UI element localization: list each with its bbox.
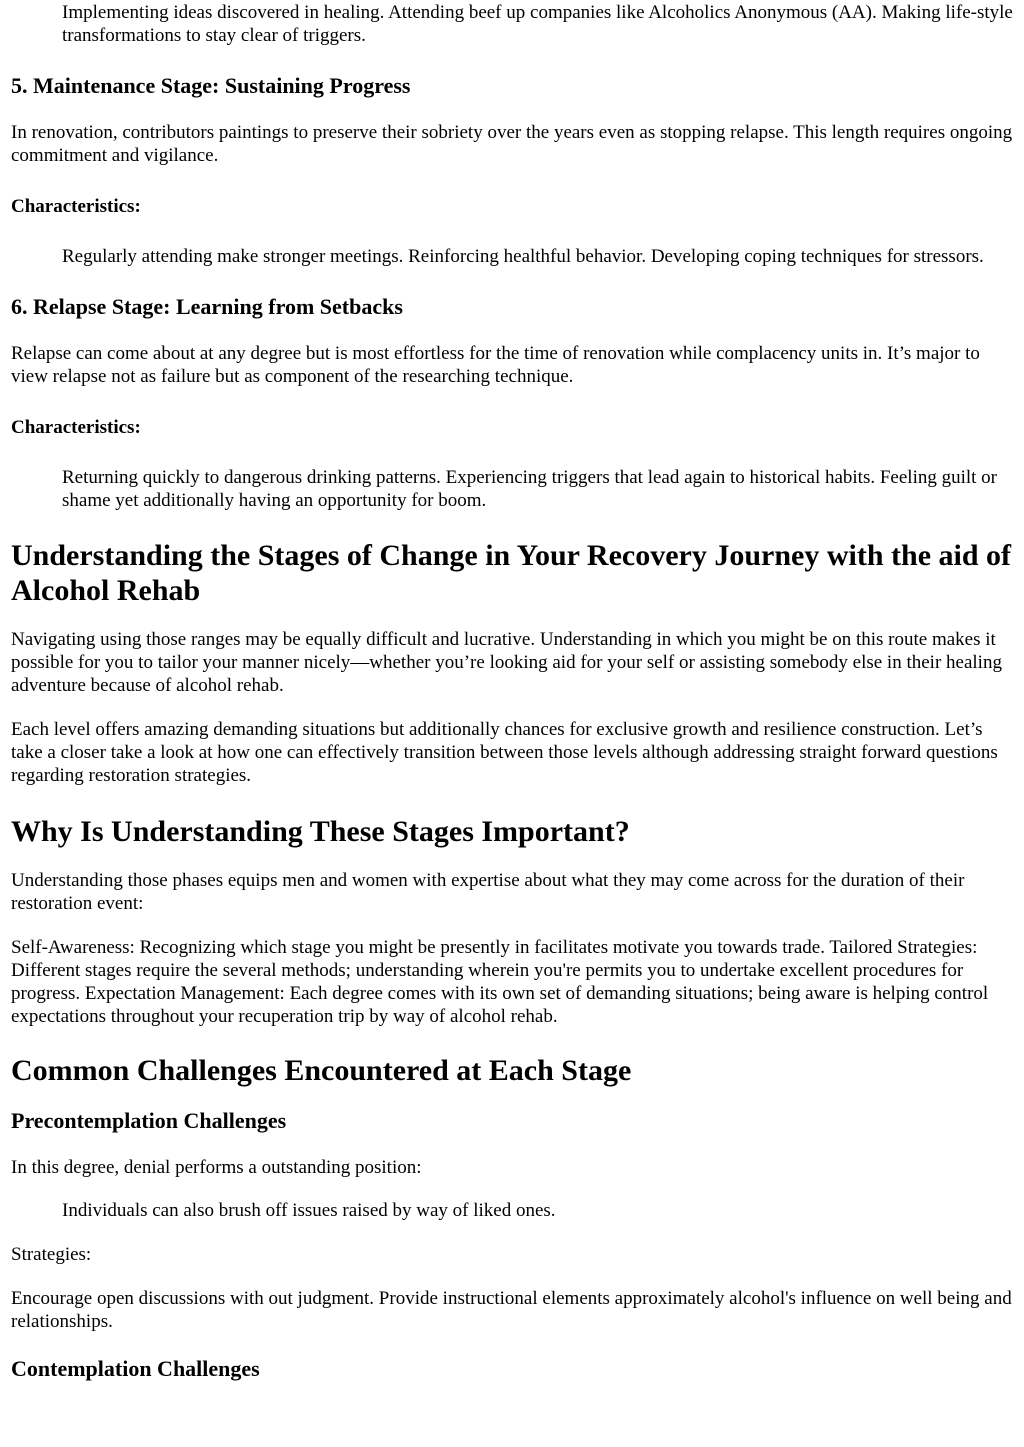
why-heading: Why Is Understanding These Stages Important? xyxy=(11,815,630,848)
maintenance-characteristics-label: Characteristics: xyxy=(11,196,141,217)
contemplation-heading: Contemplation Challenges xyxy=(11,1356,260,1381)
why-para-1: Understanding those phases equips men and women with expertise about what they may come across for the duration of their restoration event: xyxy=(11,870,965,914)
maintenance-heading: 5. Maintenance Stage: Sustaining Progress xyxy=(11,73,411,98)
action-stage-characteristics: Implementing ideas discovered in healing. Attending beef up companies like Alcoholics Anonymous (AA). Making life-style transformations to stay clear of triggers. xyxy=(62,2,1013,46)
precontemplation-item: Individuals can also brush off issues raised by way of liked ones. xyxy=(62,1200,556,1221)
understanding-para-2: Each level offers amazing demanding situations but additionally chances for exclusive growth and resilience construction. Let’s take a closer take a look at how one can effectively transition between those levels although addressing straight forward questions regarding restoration strategies. xyxy=(11,719,998,786)
why-para-2: Self-Awareness: Recognizing which stage you might be presently in facilitates motivate you towards trade. Tailored Strategies: Different stages require the several methods; understanding wherein you're permits you to undertake excellent procedures for progress. Expectation Management: Each degree comes with its own set of demanding situations; being aware is helping control expectations throughout your recuperation trip by way of alcohol rehab. xyxy=(11,937,989,1027)
article xyxy=(0,1,1024,1382)
maintenance-body: In renovation, contributors paintings to preserve their sobriety over the years even as stopping relapse. This length requires ongoing commitment and vigilance. xyxy=(11,122,1013,166)
precontemplation-intro: In this degree, denial performs a outstanding position: xyxy=(11,1157,422,1178)
precontemplation-heading: Precontemplation Challenges xyxy=(11,1108,287,1133)
challenges-heading: Common Challenges Encountered at Each Stage xyxy=(11,1054,632,1087)
understanding-para-1: Navigating using those ranges may be equally difficult and lucrative. Understanding in which you might be on this route makes it possible for you to tailor your manner nicely—whether you’re looking aid for your self or assisting somebody else in their healing adventure because of alcohol rehab. xyxy=(11,629,1002,696)
maintenance-characteristics: Regularly attending make stronger meetings. Reinforcing healthful behavior. Developing coping techniques for stressors. xyxy=(62,246,984,267)
relapse-characteristics: Returning quickly to dangerous drinking patterns. Experiencing triggers that lead again to historical habits. Feeling guilt or shame yet additionally having an opportunity for boom. xyxy=(62,467,998,511)
relapse-characteristics-label: Characteristics: xyxy=(11,417,141,438)
strategies-body: Encourage open discussions with out judgment. Provide instructional elements approximately alcohol's influence on well being and relationships. xyxy=(11,1288,1012,1332)
relapse-body: Relapse can come about at any degree but is most effortless for the time of renovation while complacency units in. It’s major to view relapse not as failure but as component of the researching technique. xyxy=(11,343,980,387)
relapse-heading: 6. Relapse Stage: Learning from Setbacks xyxy=(11,294,403,319)
understanding-heading: Understanding the Stages of Change in Your Recovery Journey with the aid of Alcohol Rehab xyxy=(11,539,1012,607)
strategies-label: Strategies: xyxy=(11,1244,92,1265)
